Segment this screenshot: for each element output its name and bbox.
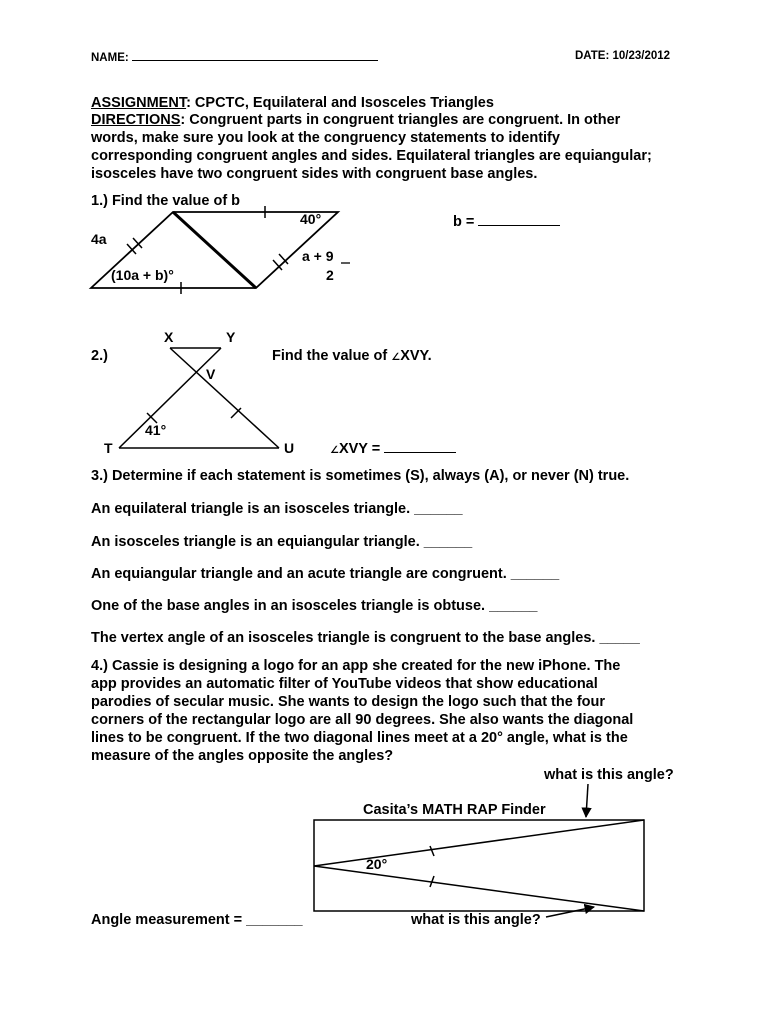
label-u: U: [284, 440, 295, 456]
q2-number: 2.): [91, 348, 108, 364]
label-v: V: [206, 366, 216, 382]
segment-xu: [170, 348, 279, 448]
q4-answer-label: Angle measurement =: [91, 912, 247, 928]
label-y: Y: [226, 329, 236, 345]
date-label: DATE: 10/23/2012: [575, 50, 671, 62]
q3-statement: An equiangular triangle and an acute triangle are congruent. ______: [91, 566, 560, 582]
tick-mark: [430, 846, 434, 856]
q3-prompt: 3.) Determine if each statement is sometimes (S), always (A), or never (N) true.: [91, 468, 630, 484]
q4-logo: [314, 784, 644, 917]
q1-side-label: 4a: [91, 231, 107, 247]
q4-line: measure of the angles opposite the angles?: [91, 748, 394, 764]
directions-line-1: DIRECTIONS: Congruent parts in congruent triangles are congruent. In other: [91, 112, 621, 128]
directions-line-4: isosceles have two congruent sides with congruent base angles.: [91, 166, 538, 182]
arrow-bottom: [546, 907, 594, 917]
q4-answer-blank[interactable]: _______: [246, 912, 303, 928]
q4-line: lines to be congruent. If the two diagonal lines meet at a 20° angle, what is the: [91, 730, 628, 746]
logo-title: Casita’s MATH RAP Finder: [363, 802, 546, 818]
q4-line: app provides an automatic filter of YouTube videos that show educational: [91, 676, 598, 692]
q1-expr-bottom: 2: [326, 267, 334, 283]
q1-angle-top: 40°: [300, 211, 322, 227]
directions-label: DIRECTIONS: [91, 112, 181, 128]
question-top-label: what is this angle?: [544, 767, 674, 783]
q4-line: 4.) Cassie is designing a logo for an app she created for the new iPhone. The: [91, 658, 621, 674]
q1-expr-top: a + 9: [302, 248, 334, 264]
q3-statement: The vertex angle of an isosceles triangle is congruent to the base angles. _____: [91, 630, 640, 646]
q1-angle-bottom: (10a + b)°: [111, 267, 174, 283]
angle-symbol: ∠: [330, 445, 339, 456]
segment-yt: [119, 348, 221, 448]
question-bottom-label: what is this angle?: [411, 912, 541, 928]
assignment-title: : CPCTC, Equilateral and Isosceles Triangles: [186, 95, 494, 111]
logo-angle-label: 20°: [366, 856, 388, 872]
q1-answer-label: b =: [453, 214, 479, 230]
q3-statement: One of the base angles in an isosceles triangle is obtuse. ______: [91, 598, 538, 614]
arrow-top: [586, 784, 588, 817]
q3-statement: An equilateral triangle is an isosceles triangle. ______: [91, 501, 463, 517]
q4-line: corners of the rectangular logo are all 90 degrees. She also wants the diagonal: [91, 712, 634, 728]
q2-prompt: Find the value of ∠XVY.: [272, 348, 432, 364]
assignment-label: ASSIGNMENT: [91, 95, 187, 111]
q2-bowtie: [119, 348, 279, 448]
q3-statement: An isosceles triangle is an equiangular triangle. ______: [91, 534, 473, 550]
directions-line-2: words, make sure you look at the congruency statements to identify: [91, 130, 560, 146]
logo-rectangle: [314, 820, 644, 911]
q2-answer-label: XVY =: [338, 441, 385, 457]
angle-symbol: ∠: [391, 352, 401, 363]
label-x: X: [164, 329, 174, 345]
q4-line: parodies of secular music. She wants to design the logo such that the four: [91, 694, 606, 710]
parallelogram-diagonal: [173, 212, 256, 288]
name-label: NAME:: [91, 52, 129, 64]
diagonal-lower: [314, 866, 644, 911]
q1-prompt: 1.) Find the value of b: [91, 193, 241, 209]
directions-line-3: corresponding congruent angles and sides. Equilateral triangles are equiangular;: [91, 148, 652, 164]
label-angle-41: 41°: [145, 422, 167, 438]
label-t: T: [104, 440, 113, 456]
diagonal-upper: [314, 820, 644, 866]
